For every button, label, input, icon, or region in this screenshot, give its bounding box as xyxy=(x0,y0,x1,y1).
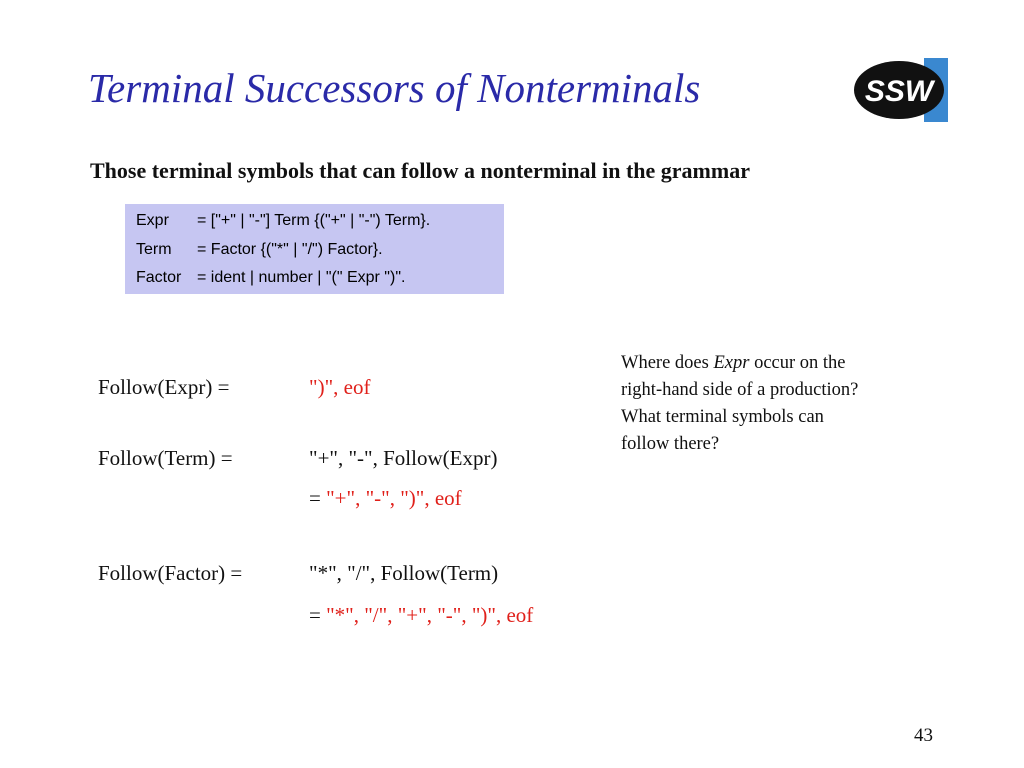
follow-expr-value: ")", eof xyxy=(309,375,371,399)
follow-expr-label: Follow(Expr) = xyxy=(98,375,230,399)
follow-factor-result-line xyxy=(309,603,533,628)
follow-term-result: "+", "-", ")", eof xyxy=(326,486,462,510)
note-line-4: follow there? xyxy=(621,434,720,454)
note-emphasis: Expr xyxy=(713,353,750,373)
follow-term-value: "+", "-", Follow(Expr) xyxy=(309,446,498,470)
follow-factor-label: Follow(Factor) = xyxy=(98,561,243,585)
grammar-production: = ["+" | "-"] Term {("+" | "-") Term}. xyxy=(197,212,431,229)
note-line-3: What terminal symbols can xyxy=(621,407,824,427)
ssw-logo xyxy=(852,58,948,122)
grammar-box xyxy=(125,204,504,294)
note-text: occur on the xyxy=(749,353,846,373)
note-line-1 xyxy=(621,350,921,377)
note-text: Where does xyxy=(621,353,714,373)
grammar-nonterminal: Expr xyxy=(136,212,169,229)
follow-factor-value: "*", "/", Follow(Term) xyxy=(309,561,499,585)
grammar-production: = ident | number | "(" Expr ")". xyxy=(197,269,406,286)
side-note xyxy=(621,350,921,458)
follow-term-result-line xyxy=(309,486,462,511)
grammar-production: = Factor {("*" | "/") Factor}. xyxy=(197,241,383,258)
grammar-nonterminal: Term xyxy=(136,241,172,258)
slide-title: Terminal Successors of Nonterminals xyxy=(88,65,701,111)
equals-sign: = xyxy=(309,486,321,510)
follow-factor-result: "*", "/", "+", "-", ")", eof xyxy=(326,603,534,627)
equals-sign: = xyxy=(309,603,321,627)
follow-term-label: Follow(Term) = xyxy=(98,446,233,470)
note-line-2: right-hand side of a production? xyxy=(621,380,859,400)
page-number: 43 xyxy=(914,725,933,746)
grammar-nonterminal: Factor xyxy=(136,269,182,286)
slide-subtitle: Those terminal symbols that can follow a nonterminal in the grammar xyxy=(90,158,750,183)
logo-text: SSW xyxy=(864,75,934,108)
